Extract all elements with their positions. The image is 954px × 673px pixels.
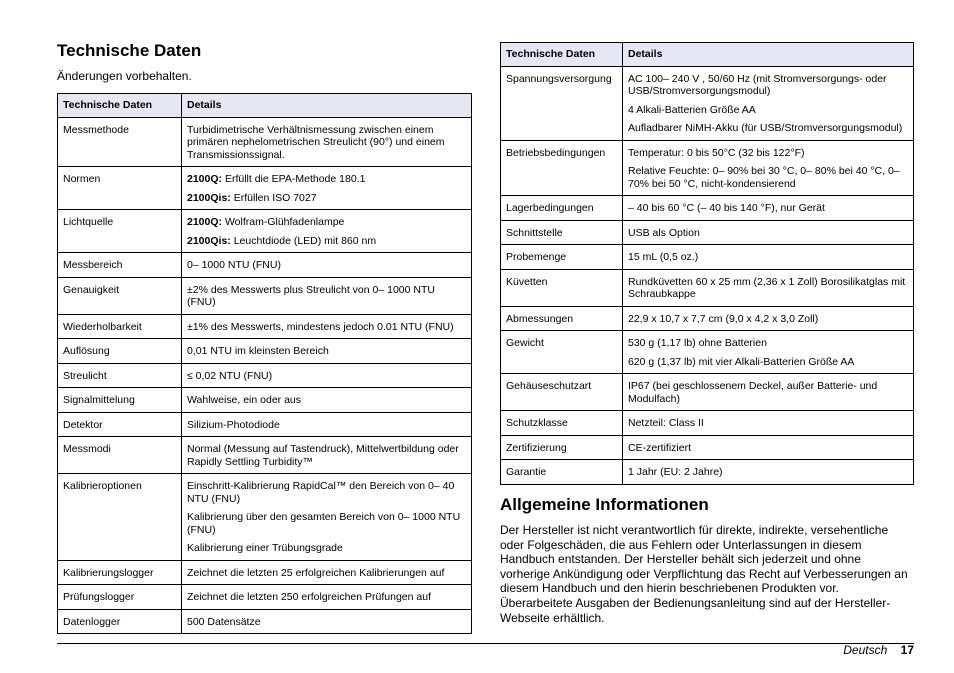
spec-details: [182, 210, 472, 253]
table-row: [501, 374, 914, 411]
spec-label: Lichtquelle: [58, 210, 182, 253]
model-label: 2100Qis:: [187, 234, 231, 247]
spec-details: [623, 66, 914, 140]
section-heading-technische-daten: Technische Daten: [57, 41, 202, 60]
spec-detail-line: [628, 417, 908, 430]
spec-detail-line: [628, 165, 908, 190]
spec-detail-line: [187, 567, 466, 580]
spec-table-right: [500, 42, 914, 485]
detail-text: Einschritt-Kalibrierung RapidCal™ den Bereich von 0– 40 NTU (FNU): [187, 480, 455, 505]
spec-detail-line: [628, 466, 908, 479]
spec-detail-line: [628, 251, 908, 264]
detail-text: ±2% des Messwerts plus Streulicht von 0– 1000 NTU (FNU): [187, 283, 435, 308]
spec-details: [623, 245, 914, 270]
spec-label: Datenlogger: [58, 609, 182, 634]
spec-details: [623, 269, 914, 306]
table-row: [58, 560, 472, 585]
table-row: [58, 339, 472, 364]
detail-text: Leuchtdiode (LED) mit 860 nm: [230, 234, 377, 247]
spec-label: Zertifizierung: [501, 435, 623, 460]
model-label: 2100Q:: [187, 173, 223, 185]
table-row: [501, 331, 914, 374]
table-row: [58, 117, 472, 167]
spec-label: Küvetten: [501, 269, 623, 306]
spec-details: [623, 331, 914, 374]
spec-details: [182, 609, 472, 634]
spec-detail-line: [187, 124, 466, 162]
detail-text: CE-zertifiziert: [628, 441, 692, 454]
detail-text: Wolfram-Glühfadenlampe: [222, 216, 345, 228]
spec-label: Probemenge: [501, 245, 623, 270]
table-header-cell: Details: [182, 94, 472, 118]
spec-detail-line: [187, 591, 466, 604]
spec-details: [623, 306, 914, 331]
spec-detail-line: [187, 511, 466, 536]
spec-detail-line: [187, 345, 466, 358]
detail-text: – 40 bis 60 °C (– 40 bis 140 °F), nur Gerät: [628, 202, 825, 214]
spec-details: [182, 314, 472, 339]
spec-detail-line: [628, 356, 908, 369]
spec-details: [623, 220, 914, 245]
detail-text: Wahlweise, ein oder aus: [187, 394, 302, 406]
footer-language: Deutsch: [843, 643, 888, 657]
spec-detail-line: [187, 370, 466, 383]
detail-text: 0,01 NTU im kleinsten Bereich: [187, 345, 329, 357]
detail-text: Relative Feuchte: 0– 90% bei 30 °C, 0– 80% bei 40 °C, 0– 70% bei 50 °C, nicht-kondensierend: [628, 165, 900, 190]
spec-detail-line: [187, 616, 466, 629]
detail-text: 1 Jahr (EU: 2 Jahre): [628, 466, 723, 478]
spec-detail-line: [187, 259, 466, 272]
spec-label: Prüfungslogger: [58, 585, 182, 610]
table-row: [58, 388, 472, 413]
spec-details: [623, 196, 914, 221]
model-label: 2100Qis:: [187, 191, 231, 204]
spec-detail-line: [628, 313, 908, 326]
detail-text: IP67 (bei geschlossenem Deckel, außer Batterie- und Modulfach): [628, 380, 878, 405]
table-row: [501, 196, 914, 221]
spec-label: Genauigkeit: [58, 277, 182, 314]
spec-details: [182, 117, 472, 167]
spec-detail-line: [628, 202, 908, 215]
footer-divider: [57, 643, 914, 644]
detail-text: 530 g (1,17 lb) ohne Batterien: [628, 337, 767, 349]
spec-label: Wiederholbarkeit: [58, 314, 182, 339]
spec-detail-line: [628, 73, 908, 98]
table-header-cell: Details: [623, 43, 914, 67]
footer: [843, 643, 914, 657]
spec-details: [182, 253, 472, 278]
detail-text: ≤ 0,02 NTU (FNU): [187, 369, 273, 382]
spec-details: [182, 585, 472, 610]
section-heading-allgemeine-informationen: Allgemeine Informationen: [500, 495, 709, 514]
spec-table-left: [57, 93, 472, 634]
spec-details: [182, 363, 472, 388]
spec-label: Detektor: [58, 412, 182, 437]
spec-label: Garantie: [501, 460, 623, 485]
table-row: [58, 253, 472, 278]
model-label: 2100Q:: [187, 216, 223, 228]
table-row: [58, 437, 472, 474]
spec-label: Schutzklasse: [501, 411, 623, 436]
table-row: [58, 210, 472, 253]
table-row: [501, 460, 914, 485]
table-row: [58, 167, 472, 210]
spec-label: Kalibrierungslogger: [58, 560, 182, 585]
detail-text: Aufladbarer NiMH-Akku (für USB/Stromversorgungsmodul): [628, 122, 903, 134]
page-number: 17: [900, 643, 914, 657]
spec-detail-line: [628, 380, 908, 405]
detail-text: Netzteil: Class II: [628, 417, 704, 429]
spec-detail-line: [187, 284, 466, 309]
detail-text: AC 100– 240 V , 50/60 Hz (mit Stromversorgungs- oder USB/Stromversorgungsmodul): [628, 72, 887, 97]
detail-text: 22,9 x 10,7 x 7,7 cm (9,0 x 4,2 x 3,0 Zoll): [628, 312, 819, 325]
table-row: [58, 314, 472, 339]
table-row: [501, 411, 914, 436]
spec-label: Betriebsbedingungen: [501, 140, 623, 196]
spec-details: [182, 277, 472, 314]
spec-label: Spannungsversorgung: [501, 66, 623, 140]
spec-detail-line: [628, 276, 908, 301]
spec-label: Auflösung: [58, 339, 182, 364]
table-row: [501, 245, 914, 270]
table-row: [58, 609, 472, 634]
spec-details: [182, 474, 472, 561]
spec-rows-right: [501, 66, 914, 484]
spec-detail-line: [187, 443, 466, 468]
detail-text: 0– 1000 NTU (FNU): [187, 259, 281, 271]
spec-label: Kalibrieroptionen: [58, 474, 182, 561]
spec-label: Lagerbedingungen: [501, 196, 623, 221]
spec-detail-line: [187, 216, 466, 229]
spec-label: Messmodi: [58, 437, 182, 474]
spec-details: [623, 460, 914, 485]
spec-detail-line: [187, 419, 466, 432]
table-row: [501, 435, 914, 460]
spec-label: Messbereich: [58, 253, 182, 278]
detail-text: 620 g (1,37 lb) mit vier Alkali-Batterien Größe AA: [628, 355, 855, 368]
detail-text: ±1% des Messwerts, mindestens jedoch 0.01 NTU (FNU): [187, 320, 454, 333]
subtitle: Änderungen vorbehalten.: [57, 69, 192, 83]
spec-details: [623, 435, 914, 460]
spec-detail-line: [187, 173, 466, 186]
spec-detail-line: [628, 442, 908, 455]
detail-text: Temperatur: 0 bis 50°C (32 bis 122°F): [628, 146, 805, 159]
spec-label: Signalmittelung: [58, 388, 182, 413]
spec-detail-line: [187, 542, 466, 555]
table-header-row: [501, 43, 914, 67]
detail-text: USB als Option: [628, 226, 700, 239]
spec-detail-line: [628, 227, 908, 240]
detail-text: Zeichnet die letzten 250 erfolgreichen Prüfungen auf: [187, 591, 431, 603]
spec-label: Normen: [58, 167, 182, 210]
spec-details: [182, 167, 472, 210]
table-row: [58, 585, 472, 610]
spec-detail-line: [187, 192, 466, 205]
spec-detail-line: [187, 321, 466, 334]
detail-text: Kalibrierung über den gesamten Bereich von 0– 1000 NTU (FNU): [187, 511, 461, 536]
detail-text: Erfüllt die EPA-Methode 180.1: [222, 173, 366, 185]
spec-details: [623, 411, 914, 436]
detail-text: 500 Datensätze: [187, 615, 261, 628]
spec-details: [182, 339, 472, 364]
detail-text: 4 Alkali-Batterien Größe AA: [628, 103, 756, 116]
spec-label: Gewicht: [501, 331, 623, 374]
spec-label: Gehäuseschutzart: [501, 374, 623, 411]
detail-text: Zeichnet die letzten 25 erfolgreichen Kalibrierungen auf: [187, 566, 445, 579]
table-row: [501, 220, 914, 245]
table-header-row: [58, 94, 472, 118]
detail-text: Silizium-Photodiode: [187, 418, 280, 431]
detail-text: Turbidimetrische Verhältnismessung zwischen einem primären nephelometrischen Streulicht (90°) und einem Transmissionssignal.: [187, 123, 445, 161]
detail-text: Normal (Messung auf Tastendruck), Mittelwertbildung oder Rapidly Settling Turbidity™: [187, 443, 459, 468]
table-header-cell: Technische Daten: [58, 94, 182, 118]
spec-details: [182, 560, 472, 585]
detail-text: Kalibrierung einer Trübungsgrade: [187, 542, 343, 554]
spec-details: [623, 140, 914, 196]
spec-label: Abmessungen: [501, 306, 623, 331]
detail-text: Rundküvetten 60 x 25 mm (2,36 x 1 Zoll) Borosilikatglas mit Schraubkappe: [628, 275, 906, 300]
spec-detail-line: [187, 394, 466, 407]
spec-label: Schnittstelle: [501, 220, 623, 245]
spec-label: Messmethode: [58, 117, 182, 167]
table-row: [58, 277, 472, 314]
spec-details: [623, 374, 914, 411]
detail-text: Erfüllen ISO 7027: [230, 191, 317, 204]
table-row: [501, 269, 914, 306]
spec-label: Streulicht: [58, 363, 182, 388]
table-row: [58, 474, 472, 561]
spec-detail-line: [187, 480, 466, 505]
spec-detail-line: [628, 104, 908, 117]
table-row: [501, 306, 914, 331]
spec-rows-left: [58, 117, 472, 634]
spec-detail-line: [187, 235, 466, 248]
spec-details: [182, 412, 472, 437]
table-row: [501, 140, 914, 196]
spec-detail-line: [628, 147, 908, 160]
table-header-cell: Technische Daten: [501, 43, 623, 67]
spec-details: [182, 437, 472, 474]
spec-detail-line: [628, 337, 908, 350]
body-paragraph: Der Hersteller ist nicht verantwortlich für direkte, indirekte, versehentliche oder Folgeschäden, die aus Fehlern oder Unterlassungen in diesem Handbuch entstanden. Der Hersteller behält sich jederzeit und ohne vorherige Ankündigung oder Verpflichtung das Recht auf Verbesserungen an diesem Handbuch und den hierin beschriebenen Produkten vor. Überarbeitete Ausgaben der Bedienungsanleitung sind auf der Hersteller-Webseite erhältlich.: [500, 523, 908, 625]
spec-detail-line: [628, 122, 908, 135]
table-row: [58, 412, 472, 437]
table-row: [501, 66, 914, 140]
table-row: [58, 363, 472, 388]
detail-text: 15 mL (0,5 oz.): [628, 251, 699, 263]
spec-details: [182, 388, 472, 413]
